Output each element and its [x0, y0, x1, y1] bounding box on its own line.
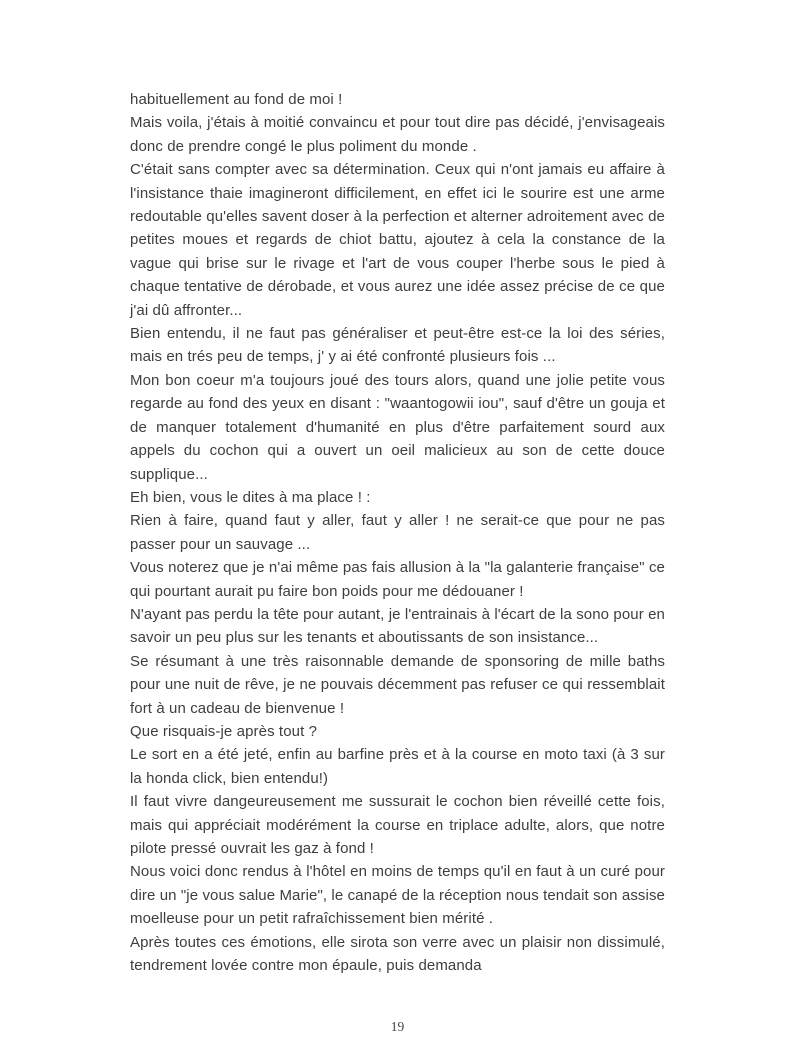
paragraph: C'était sans compter avec sa détermination. Ceux qui n'ont jamais eu affaire à l'insistance thaie imagineront difficilement, en effet ici le sourire est une arme redoutable qu'elles savent doser à la perfection et alterner adroitement avec de petites moues et regards de chiot battu, ajoutez à cela la constance de la vague qui brise sur le rivage et l'art de vous couper l'herbe sous le pied à chaque tentative de dérobade, et vous aurez une idée assez précise de ce que j'ai dû affronter... — [130, 161, 665, 319]
paragraph: Se résumant à une très raisonnable demande de sponsoring de mille baths pour une nuit de rêve, je ne pouvais décemment pas refuser ce qui ressemblait fort à un cadeau de bienvenue ! — [130, 652, 665, 717]
paragraph: Eh bien, vous le dites à ma place ! : — [130, 488, 371, 506]
paragraph: Que risquais-je après tout ? — [130, 722, 318, 740]
text-block — [130, 88, 665, 977]
paragraph: Après toutes ces émotions, elle sirota son verre avec un plaisir non dissimulé, tendrement lovée contre mon épaule, puis demanda — [130, 933, 665, 975]
page-number: 19 — [390, 1019, 405, 1034]
paragraph: Vous noterez que je n'ai même pas fais allusion à la "la galanterie française" ce qui pourtant aurait pu faire bon poids pour me dédouaner ! — [130, 559, 665, 600]
paragraph: Bien entendu, il ne faut pas généraliser et peut-être est-ce la loi des séries, mais en trés peu de temps, j' y ai été confronté plusieurs fois ... — [130, 325, 665, 366]
paragraph: Mon bon coeur m'a toujours joué des tours alors, quand une jolie petite vous regarde au fond des yeux en disant : "waantogowii iou", sauf d'être un gouja et de manquer totalement d'humanité en plus d'être parfaitement sourd aux appels du cochon qui a ouvert un oeil malicieux au son de cette douce supplique... — [130, 371, 665, 483]
paragraph: Il faut vivre dangeureusement me sussurait le cochon bien réveillé cette fois, mais qui appréciait modérément la course en triplace adulte, alors, que notre pilote pressé ouvrait les gaz à fond ! — [130, 793, 665, 857]
paragraph: Nous voici donc rendus à l'hôtel en moins de temps qu'il en faut à un curé pour dire un "je vous salue Marie", le canapé de la réception nous tendait son assise moelleuse pour un petit rafraîchissement bien mérité . — [130, 863, 665, 928]
paragraph: habituellement au fond de moi ! — [130, 91, 343, 108]
paragraph: Le sort en a été jeté, enfin au barfine près et à la course en moto taxi (à 3 sur la honda click, bien entendu!) — [130, 746, 665, 787]
paragraph: N'ayant pas perdu la tête pour autant, je l'entrainais à l'écart de la sono pour en savoir un peu plus sur les tenants et aboutissants de son insistance... — [130, 605, 665, 647]
paragraph: Rien à faire, quand faut y aller, faut y aller ! ne serait-ce que pour ne pas passer pour un sauvage ... — [130, 512, 665, 553]
page-footer — [0, 1019, 795, 1035]
paragraph: Mais voila, j'étais à moitié convaincu et pour tout dire pas décidé, j'envisageais donc de prendre congé le plus poliment du monde . — [130, 114, 665, 155]
